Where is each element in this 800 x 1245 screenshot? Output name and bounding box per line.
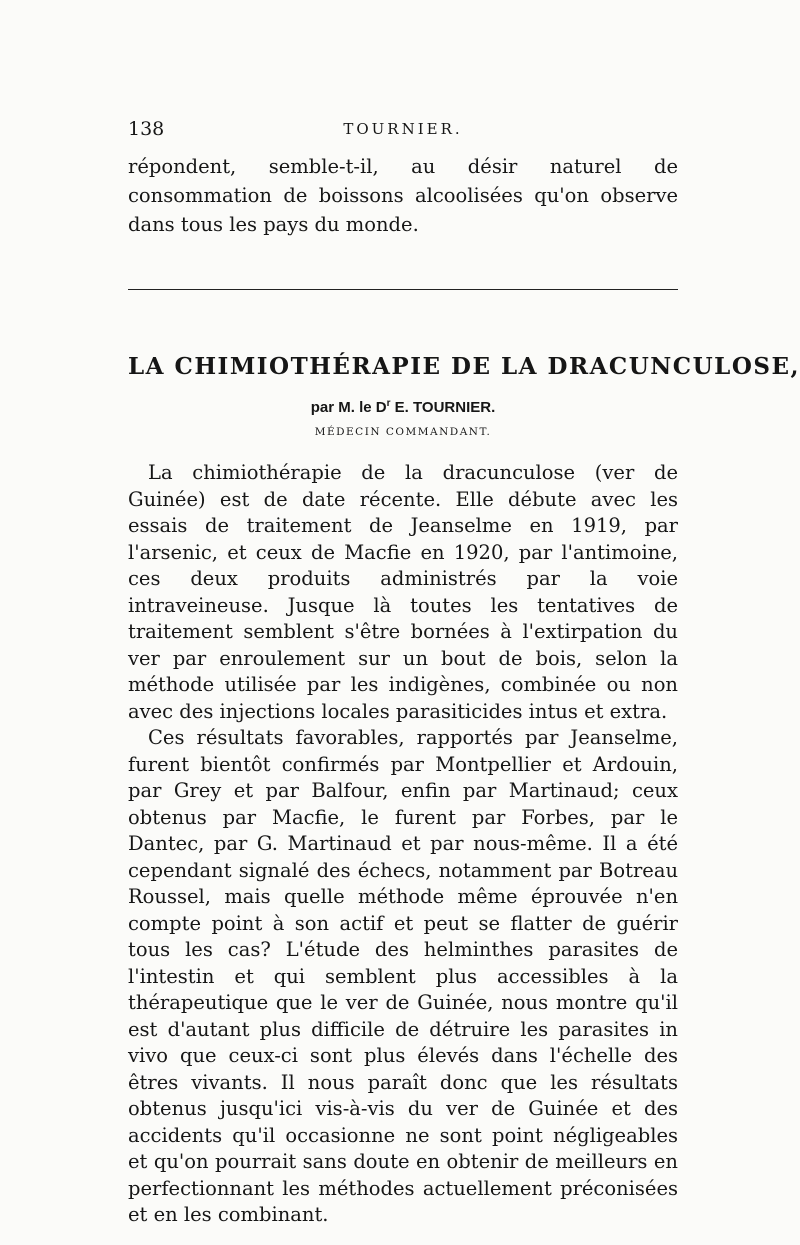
author-byline — [128, 398, 678, 416]
running-head — [128, 118, 678, 146]
section-divider — [128, 289, 678, 290]
previous-article-ending: répondent, semble-t-il, au désir naturel de consommation de boissons alcoolisées qu'on observe dans tous les pays du monde. — [128, 155, 678, 236]
author-name: E. TOURNIER. — [390, 399, 496, 416]
book-page — [128, 118, 800, 1229]
body-paragraph-1: La chimiothérapie de la dracunculose (ver de Guinée) est de date récente. Elle débute avec les essais de traitement de Jeanselme en 1919, par l'arsenic, et ceux de Macfie en 1920, par l'antimoine, ces deux produits administrés par la voie intraveineuse. Jusque là toutes les tentatives de traitement semblent s'être bornées à l'extirpation du ver par enroulement sur un bout de bois, selon la méthode utilisée par les indigènes, combinée ou non avec des injections locales parasiticides intus et extra. — [128, 461, 678, 723]
page-number: 138 — [128, 118, 165, 140]
article-title: LA CHIMIOTHÉRAPIE DE LA DRACUNCULOSE, — [128, 353, 800, 380]
author-role: MÉDECIN COMMANDANT. — [314, 426, 492, 438]
body-paragraph-2: Ces résultats favorables, rapportés par Jeanselme, furent bientôt confirmés par Montpellier et Ardouin, par Grey et par Balfour, enfin par Martinaud; ceux obtenus par Macfie, le furent par Forbes, par le Dantec, par G. Martinaud et par nous-même. Il a été cependant signalé des échecs, notamment par Botreau Roussel, mais quelle méthode même éprouvée n'en compte point à son actif et peut se flatter de guérir tous les cas? L'étude des helminthes parasites de l'intestin et qui semblent plus accessibles à la thérapeutique que le ver de Guinée, nous montre qu'il est d'autant plus difficile de détruire les parasites in vivo que ceux-ci sont plus élevés dans l'échelle des êtres vivants. Il nous paraît donc que les résultats obtenus jusqu'ici vis-à-vis du ver de Guinée et des accidents qu'il occasionne ne sont point négligeables et qu'on pourrait sans doute en obtenir de meilleurs en perfectionnant les méthodes actuellement préconisées et en les combinant. — [128, 726, 678, 1226]
byline-prefix: par M. le D — [310, 399, 387, 416]
byline-superscript: r — [386, 398, 391, 409]
running-title: TOURNIER. — [343, 120, 463, 138]
